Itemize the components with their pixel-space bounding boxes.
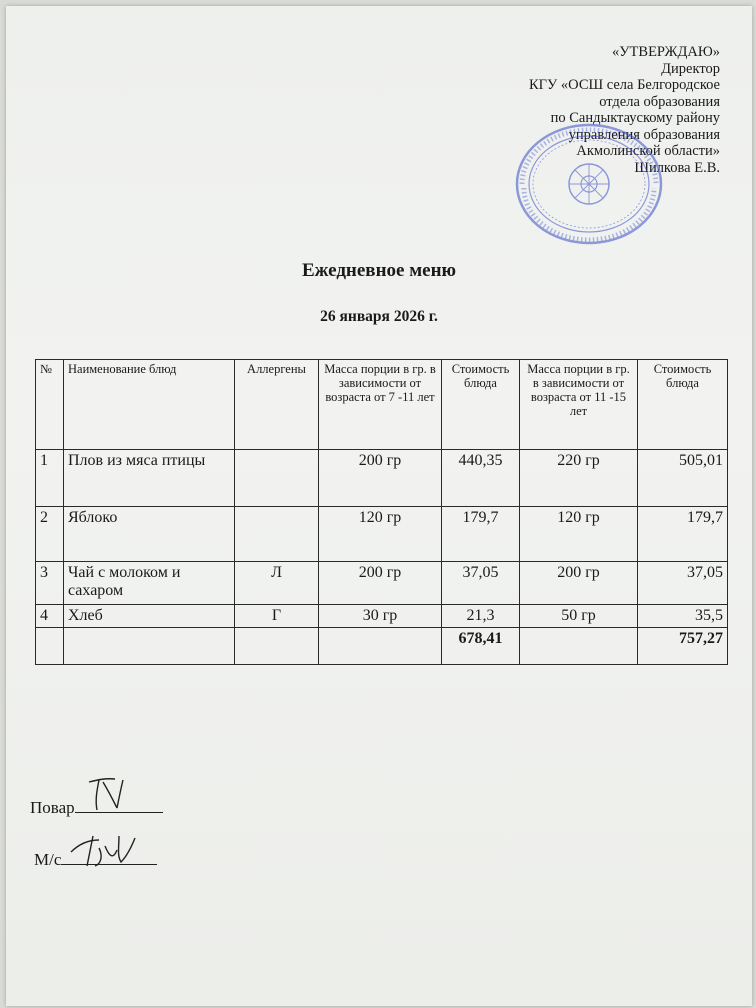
row-mass-7-11: 30 гр (319, 605, 442, 628)
row-cost-11-15: 35,5 (638, 605, 728, 628)
header-cost-7-11: Стоимость блюда (442, 360, 520, 450)
official-seal-icon (514, 122, 664, 246)
row-name: Чай с молоком и сахаром (64, 562, 235, 605)
row-mass-11-15: 220 гр (520, 450, 638, 507)
approval-line: КГУ «ОСШ села Белгородское (528, 77, 720, 93)
menu-date: 26 января 2026 г. (320, 308, 438, 325)
total-cost-11-15: 757,27 (638, 628, 728, 665)
row-num: 2 (36, 507, 64, 562)
approval-line: Акмолинской области» (576, 143, 720, 159)
nurse-signature-line (61, 848, 157, 865)
header-num: № (36, 360, 64, 450)
row-mass-11-15: 50 гр (520, 605, 638, 628)
approval-line: Шилкова Е.В. (634, 159, 720, 176)
row-name: Плов из мяса птицы (64, 450, 235, 507)
table-row (36, 562, 728, 605)
nurse-label: М/с (34, 850, 62, 869)
row-num: 1 (36, 450, 64, 507)
header-allergens: Аллергены (235, 360, 319, 450)
row-cost-7-11: 21,3 (442, 605, 520, 628)
total-empty-cell (36, 628, 64, 665)
approval-line: «УТВЕРЖДАЮ» (612, 44, 720, 60)
table-row (36, 507, 728, 562)
row-name: Яблоко (64, 507, 235, 562)
cook-signature-line (75, 796, 163, 813)
document-page (6, 6, 752, 1006)
row-cost-7-11: 179,7 (442, 507, 520, 562)
row-mass-11-15: 200 гр (520, 562, 638, 605)
row-allergens: Л (235, 562, 319, 605)
row-mass-7-11: 200 гр (319, 562, 442, 605)
row-mass-7-11: 200 гр (319, 450, 442, 507)
approval-line: отдела образования (599, 93, 720, 110)
approval-line: Директор (661, 60, 720, 77)
approval-line: управления образования (568, 126, 720, 143)
page-title: Ежедневное меню (301, 260, 457, 281)
row-num: 3 (36, 562, 64, 605)
cook-signature (30, 796, 163, 818)
row-cost-7-11: 37,05 (442, 562, 520, 605)
row-allergens (235, 450, 319, 507)
row-allergens (235, 507, 319, 562)
row-cost-7-11: 440,35 (442, 450, 520, 507)
row-allergens: Г (235, 605, 319, 628)
header-name: Наименование блюд (64, 360, 235, 450)
handwritten-signature-icon (79, 774, 139, 814)
header-mass-7-11: Масса порции в гр. в зависимости от возраста от 7 -11 лет (319, 360, 442, 450)
approval-line: по Сандыктаускому району (550, 110, 720, 126)
row-num: 4 (36, 605, 64, 628)
row-mass-7-11: 120 гр (319, 507, 442, 562)
row-cost-11-15: 37,05 (638, 562, 728, 605)
cook-label: Повар (30, 798, 75, 817)
header-cost-11-15: Стоимость блюда (638, 360, 728, 450)
table-header-row (36, 360, 728, 450)
total-empty-cell (64, 628, 235, 665)
total-empty-cell (235, 628, 319, 665)
row-cost-11-15: 179,7 (638, 507, 728, 562)
table-total-row (36, 628, 728, 665)
table-row (36, 450, 728, 507)
menu-table (35, 359, 728, 665)
nurse-signature (34, 848, 157, 870)
row-mass-11-15: 120 гр (520, 507, 638, 562)
header-mass-11-15: Масса порции в гр. в зависимости от возраста от 11 -15 лет (520, 360, 638, 450)
total-empty-cell (319, 628, 442, 665)
row-cost-11-15: 505,01 (638, 450, 728, 507)
total-cost-7-11: 678,41 (442, 628, 520, 665)
table-row (36, 605, 728, 628)
total-empty-cell (520, 628, 638, 665)
handwritten-signature-icon (65, 826, 155, 870)
row-name: Хлеб (64, 605, 235, 628)
